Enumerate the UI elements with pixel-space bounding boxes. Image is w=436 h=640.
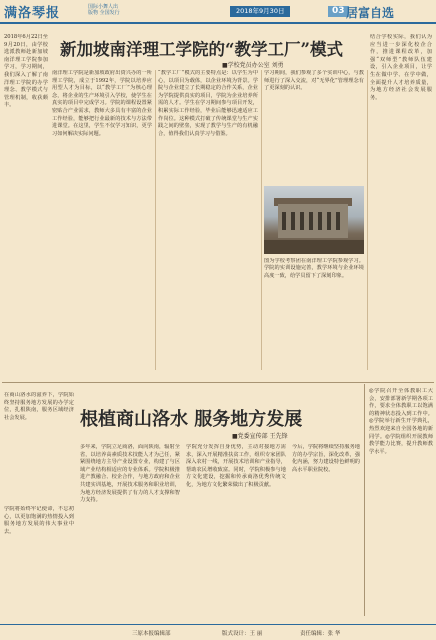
issue-date: 2018年9月30日 xyxy=(230,6,290,17)
story2-column-2: 学院充分发挥自身优势，主动对接地方需求，深入开展精准扶贫工作，组织专家团队深入农村一线，开展技术培训和产业指导，帮助农民增收致富。同时，学院积极参与地方文化建设，挖掘和传承商洛优秀传统文化，为地方文化繁荣做出了积极贡献。 xyxy=(186,444,286,488)
photo-caption: 图为学校考察团在南洋理工学院参观学习。学院的实训设施完善，教学环境与企业环境高度一致，给学员留下了深刻印象。 xyxy=(264,258,364,279)
story2-column-left: 学院将始终牢记使命，不忘初心，以更加饱满的热情投入到服务地方发展的伟大事业中去。 xyxy=(4,506,74,535)
masthead-note: 国际小舞人出版物 全国发行 xyxy=(88,4,120,16)
story2-byline: ■党委宣传部 王先锋 xyxy=(232,433,288,440)
column-rule xyxy=(155,70,156,370)
column-rule xyxy=(367,70,368,370)
story1-column-5: 结合学校实际，我们认为应当进一步深化校企合作，推进课程改革，加强“双师型”教师队伍建设，引入企业项目，让学生在做中学、在学中做，全面提升人才培养质量，为地方经济社会发展服务。 xyxy=(370,34,432,101)
footer xyxy=(0,627,436,639)
story2-column-1: 多年来，学院立足商洛，面向陕南，辐射全省，以培养高素质技术技能人才为己任，紧紧围绕地方主导产业设置专业，构建了与区域产业结构相适应的专业体系。学院积极推进产教融合、校企合作，与地方政府和企业共建实训基地，开展技术服务和职业培训，为地方经济发展提供了有力的人才支撑和智力支持。 xyxy=(80,444,180,504)
footer-editorial: 三原本报编辑部 xyxy=(132,631,171,637)
news-brief-text: ◎学院召开全体教职工大会，安排部署新学期各项工作，要求全体教职工以饱满的精神状态投入到工作中。◎学院举行新生开学典礼，热烈欢迎来自全国各地的新同学。◎学院组织开展教师教学能力比赛，提升教师教学水平。 xyxy=(369,388,433,455)
paper-title: 满洛琴报 xyxy=(4,6,61,21)
story-divider xyxy=(2,382,434,383)
campus-photo xyxy=(264,186,364,254)
photo-ground xyxy=(264,240,364,254)
story2-intro: 在商山洛水的滋养下，学院始终坚持服务地方发展的办学定位，扎根陕南，服务区域经济社会发展。 xyxy=(4,392,74,421)
story1-headline: 新加坡南洋理工学院的“教学工厂”模式 xyxy=(60,40,343,59)
story1-column-1: 2018年6月22日至9月20日，由学校选派教师赴新加坡南洋理工学院参加学习，学习期间，我们深入了解了南洋理工学院的办学理念、教学模式与管理机制，收获颇丰。 xyxy=(4,34,48,109)
footer-rule xyxy=(0,624,436,625)
photo-windows xyxy=(282,212,344,230)
section-title: 居富自选 xyxy=(346,6,395,20)
story1-byline: ■学校党员办公室 刘勇 xyxy=(222,62,284,69)
footer-editor: 责任编辑：张 华 xyxy=(300,631,341,637)
footer-designer: 版式设计：王 丽 xyxy=(222,631,263,637)
story1-column-4: 学习期间，我们参观了多个实训中心，与教师进行了深入交流，对“无界化”管理理念有了更深刻的认识。 xyxy=(264,70,364,92)
story2-column-3: 今后，学院将继续坚持服务地方的办学宗旨，深化改革，强化内涵，努力建设特色鲜明的高水平职业院校。 xyxy=(292,444,360,473)
story1-column-2: 南洋理工学院是新加坡政府出资兴办的一所理工学院，成立于1992年，学院以培养应用型人才为目标，以“教学工厂”为核心理念，将企业的生产环境引入学校，使学生在真实的项目中完成学习。学院的课程设置紧密贴合产业需求，教师大多具有丰富的企业工作经验，能够把行业最新的技术与方法带进课堂。在这里，学生不仅学习知识，更学习如何解决实际问题。 xyxy=(52,70,152,137)
page-number: 03 xyxy=(328,6,349,17)
story1-column-3: “教学工厂”模式的主要特点是：以学生为中心，以项目为载体，以企业环境为背景。学院与企业建立了长期稳定的合作关系，企业为学院提供真实的项目，学院为企业培养所需的人才。学生在学习期间参与项目开发，积累实际工作经验，毕业后能够迅速适应工作岗位。这种模式打破了传统课堂与生产实践之间的壁垒，实现了教学与生产的有机融合，值得我们认真学习与借鉴。 xyxy=(158,70,258,137)
masthead-rule xyxy=(0,22,436,24)
column-rule xyxy=(261,70,262,370)
news-brief-sidebar xyxy=(364,384,435,616)
story2-headline: 根植商山洛水 服务地方发展 xyxy=(80,409,303,430)
